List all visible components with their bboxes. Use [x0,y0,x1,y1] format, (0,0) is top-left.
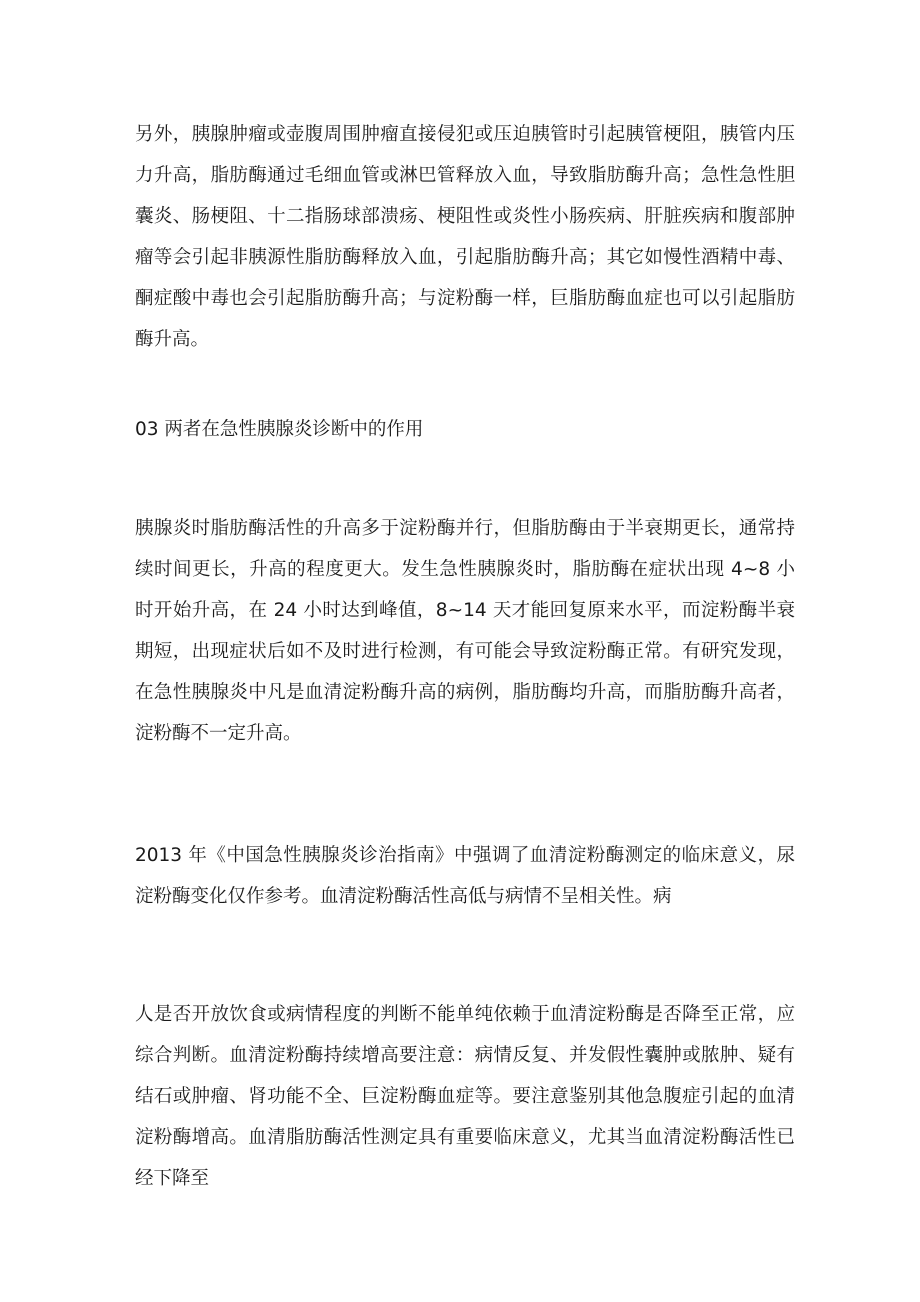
paragraph-lipase-causes: 另外，胰腺肿瘤或壶腹周围肿瘤直接侵犯或压迫胰管时引起胰管梗阻，胰管内压力升高，脂肪酶通过毛细血管或淋巴管释放入血，导致脂肪酶升高；急性急性胆囊炎、肠梗阻、十二指肠球部溃疡、梗阻性或炎性小肠疾病、肝脏疾病和腹部肿瘤等会引起非胰源性脂肪酶释放入血，引起脂肪酶升高；其它如慢性酒精中毒、酮症酸中毒也会引起脂肪酶升高；与淀粉酶一样，巨脂肪酶血症也可以引起脂肪酶升高。 [135,124,795,350]
section-heading: 03 两者在急性胰腺炎诊断中的作用 [135,419,424,440]
paragraph-judgement: 人是否开放饮食或病情程度的判断不能单纯依赖于血清淀粉酶是否降至正常，应综合判断。血清淀粉酶持续增高要注意：病情反复、并发假性囊肿或脓肿、疑有结石或肿瘤、肾功能不全、巨淀粉酶血症等。要注意鉴别其他急腹症引起的血清淀粉酶增高。血清脂肪酶活性测定具有重要临床意义，尤其当血清淀粉酶活性已经下降至 [135,1004,795,1189]
paragraph-guideline: 2013 年《中国急性胰腺炎诊治指南》中强调了血清淀粉酶测定的临床意义，尿淀粉酶变化仅作参考。血清淀粉酶活性高低与病情不呈相关性。病 [135,845,795,907]
paragraph-diagnosis-role: 胰腺炎时脂肪酶活性的升高多于淀粉酶并行，但脂肪酶由于半衰期更长，通常持续时间更长，升高的程度更大。发生急性胰腺炎时，脂肪酶在症状出现 4~8 小时开始升高，在 24 小时达到峰值，8~14 天才能回复原来水平，而淀粉酶半衰期短，出现症状后如不及时进行检测，有可能会导致淀粉酶正常。有研究发现，在急性胰腺炎中凡是血清淀粉酶升高的病例，脂肪酶均升高，而脂肪酶升高者，淀粉酶不一定升高。 [135,518,795,744]
